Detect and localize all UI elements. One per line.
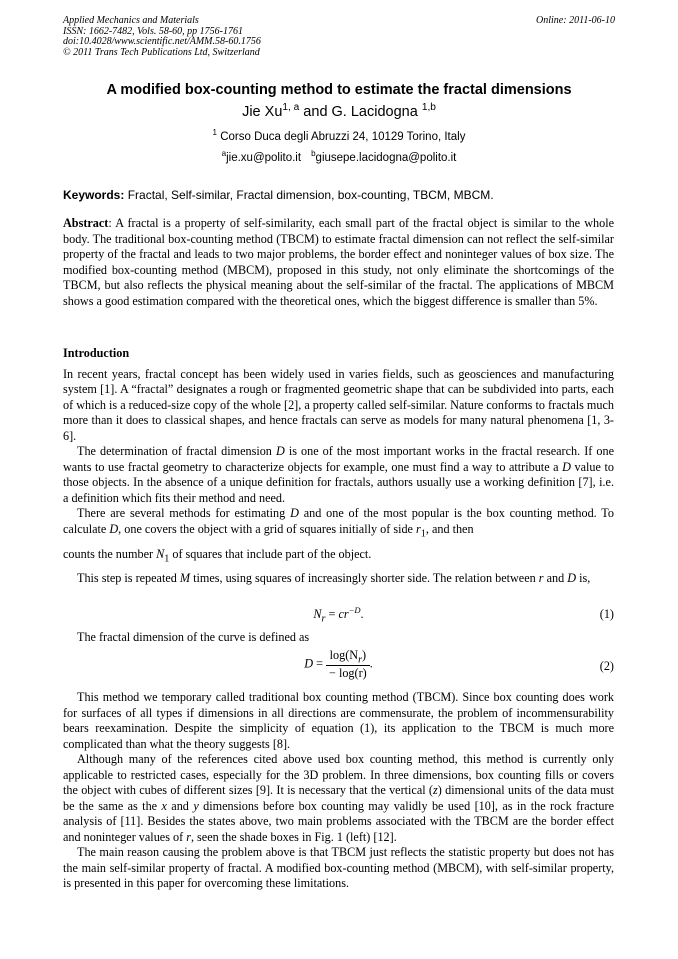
affiliation bbox=[0, 128, 678, 143]
equation-2-number: (2) bbox=[599, 659, 614, 673]
copyright-line: © 2011 Trans Tech Publications Ltd, Switzerland bbox=[63, 46, 260, 58]
paper-title: A modified box-counting method to estimate the fractal dimensions bbox=[106, 82, 572, 98]
online-date: Online: 2011-06-10 bbox=[536, 15, 615, 26]
affiliation-sup: 1 bbox=[212, 128, 217, 138]
doi-line: doi:10.4028/www.scientific.net/AMM.58-60.1756 bbox=[63, 36, 261, 47]
author-1-affil: 1, a bbox=[282, 102, 300, 114]
email-line bbox=[0, 149, 678, 164]
author-1: Jie Xu bbox=[242, 104, 283, 120]
author-2-affil: 1,b bbox=[421, 102, 436, 114]
intro-paragraph-3b: counts the number $N_1$ of squares that include part of the object. bbox=[63, 547, 372, 565]
keywords bbox=[63, 188, 494, 202]
intro-paragraph-4: This step is repeated M times, using squares of increasingly shorter side. The relation between r and D is, bbox=[77, 571, 591, 586]
equation-1 bbox=[63, 604, 614, 625]
journal-header bbox=[63, 16, 261, 58]
intro-paragraph-3: There are several methods for estimating D and one of the most popular is the box counting method. To calculate D, one covers the object with a grid of squares initially of side $r_1$, and then bbox=[63, 506, 614, 539]
email-a-sup: a bbox=[221, 149, 227, 159]
journal-name: Applied Mechanics and Materials bbox=[63, 15, 199, 26]
intro-paragraph-8: The main reason causing the problem above is that TBCM just reflects the statistic property but does not has the main self-similar property of fractal. A modified box-counting method (MBCM), with self-similar property, is presented in this paper for overcoming these limitations. bbox=[63, 845, 614, 890]
intro-paragraph-6: This method we temporary called traditional box counting method (TBCM). Since box counting does work for surfaces of all types if dimensions in all directions are commensurate, the problem of incommensurability bears reexamination. Despite the simplicity of equation (1), its application to the TBCM is much more complicated than what the theory suggests [8]. bbox=[63, 690, 614, 751]
email-b[interactable]: giusepe.lacidogna@polito.it bbox=[315, 152, 457, 164]
intro-paragraph-5-wrap bbox=[63, 630, 614, 646]
abstract-text: : A fractal is a property of self-similarity, each small part of the fractal object is similar to the whole body. The traditional box-counting method (TBCM) to estimate fractal dimension can not reflect the self-similar property of the fractal and leads to two major problems, the border effect and noninteger values of box size. The modified box-counting method (MBCM), proposed in this study, not only eliminate the shortcomings of the TBCM, but also reflects the physical meaning about the self-similar of the fractal. The applications of MBCM shows a good estimation compared with the theoretical ones, which the biggest difference is smaller than 5%. bbox=[63, 216, 614, 308]
equation-1-body: $N_r = cr^{-D}$. bbox=[313, 604, 364, 625]
abstract bbox=[63, 216, 614, 309]
equation-1-number: (1) bbox=[599, 607, 614, 621]
email-a-wrap bbox=[221, 149, 302, 164]
abstract-label: Abstract bbox=[63, 216, 109, 230]
keywords-text: Fractal, Self-similar, Fractal dimension, box-counting, TBCM, MBCM. bbox=[124, 188, 494, 202]
equation-2-body: D = $\frac{\log(N_r)}{- \log(r)}$ . bbox=[304, 648, 373, 681]
intro-paragraph-7: Although many of the references cited above used box counting method, this method is currently only applicable to restricted cases, especially for the 3D problem. In three dimensions, box counting fills or covers the object with cubes of different sizes [9]. It is necessary that the vertical (z) dimensional units of the data must be the same as the x and y dimensions before box counting may validly be used [10], as in the rock fracture analysis of [11]. Besides the states above, two main problems associated with the TBCM are the border effect and noninteger values of r, seen the shade boxes in Fig. 1 (left) [12]. bbox=[63, 752, 614, 844]
author-2: and G. Lacidogna bbox=[299, 104, 422, 120]
keywords-label: Keywords: bbox=[63, 188, 125, 202]
intro-continued bbox=[63, 690, 614, 892]
intro-paragraph-1: In recent years, fractal concept has been widely used in varies fields, such as geosciences and manufacturing system [1]. A “fractal” designates a rough or fragmented geometric shape that can be subdivided into parts, each of which is a reduced-size copy of the whole [2], a property called self-similar. Nature conforms to fractals much more than it does to classical shapes, and hence fractals can serve as models for many natural phenomena [1, 3-6]. bbox=[63, 366, 614, 443]
affiliation-text: Corso Duca degli Abruzzi 24, 10129 Torino, Italy bbox=[217, 131, 466, 143]
intro-paragraph-2: The determination of fractal dimension D is one of the most important works in the fractal research. If one wants to use fractal geometry to characterize objects for example, one must find a way to attribute a D value to those objects. In the absence of a unique definition for fractals, authors usually use a working definition [7], i.e. a definition which fits their method and need. bbox=[63, 444, 614, 505]
author-line bbox=[0, 104, 678, 120]
equation-2-fraction: $\frac{\log(N_r)}{- \log(r)}$ bbox=[326, 648, 370, 681]
email-b-sup: b bbox=[311, 149, 316, 159]
issn-line: ISSN: 1662-7482, Vols. 58-60, pp 1756-1761 bbox=[63, 25, 243, 37]
equation-2 bbox=[63, 648, 614, 688]
introduction-section bbox=[63, 346, 614, 587]
intro-paragraph-5: The fractal dimension of the curve is defined as bbox=[77, 630, 310, 644]
email-b-wrap bbox=[311, 149, 457, 164]
email-a[interactable]: jie.xu@polito.it bbox=[226, 152, 302, 164]
section-heading: Introduction bbox=[63, 346, 130, 360]
